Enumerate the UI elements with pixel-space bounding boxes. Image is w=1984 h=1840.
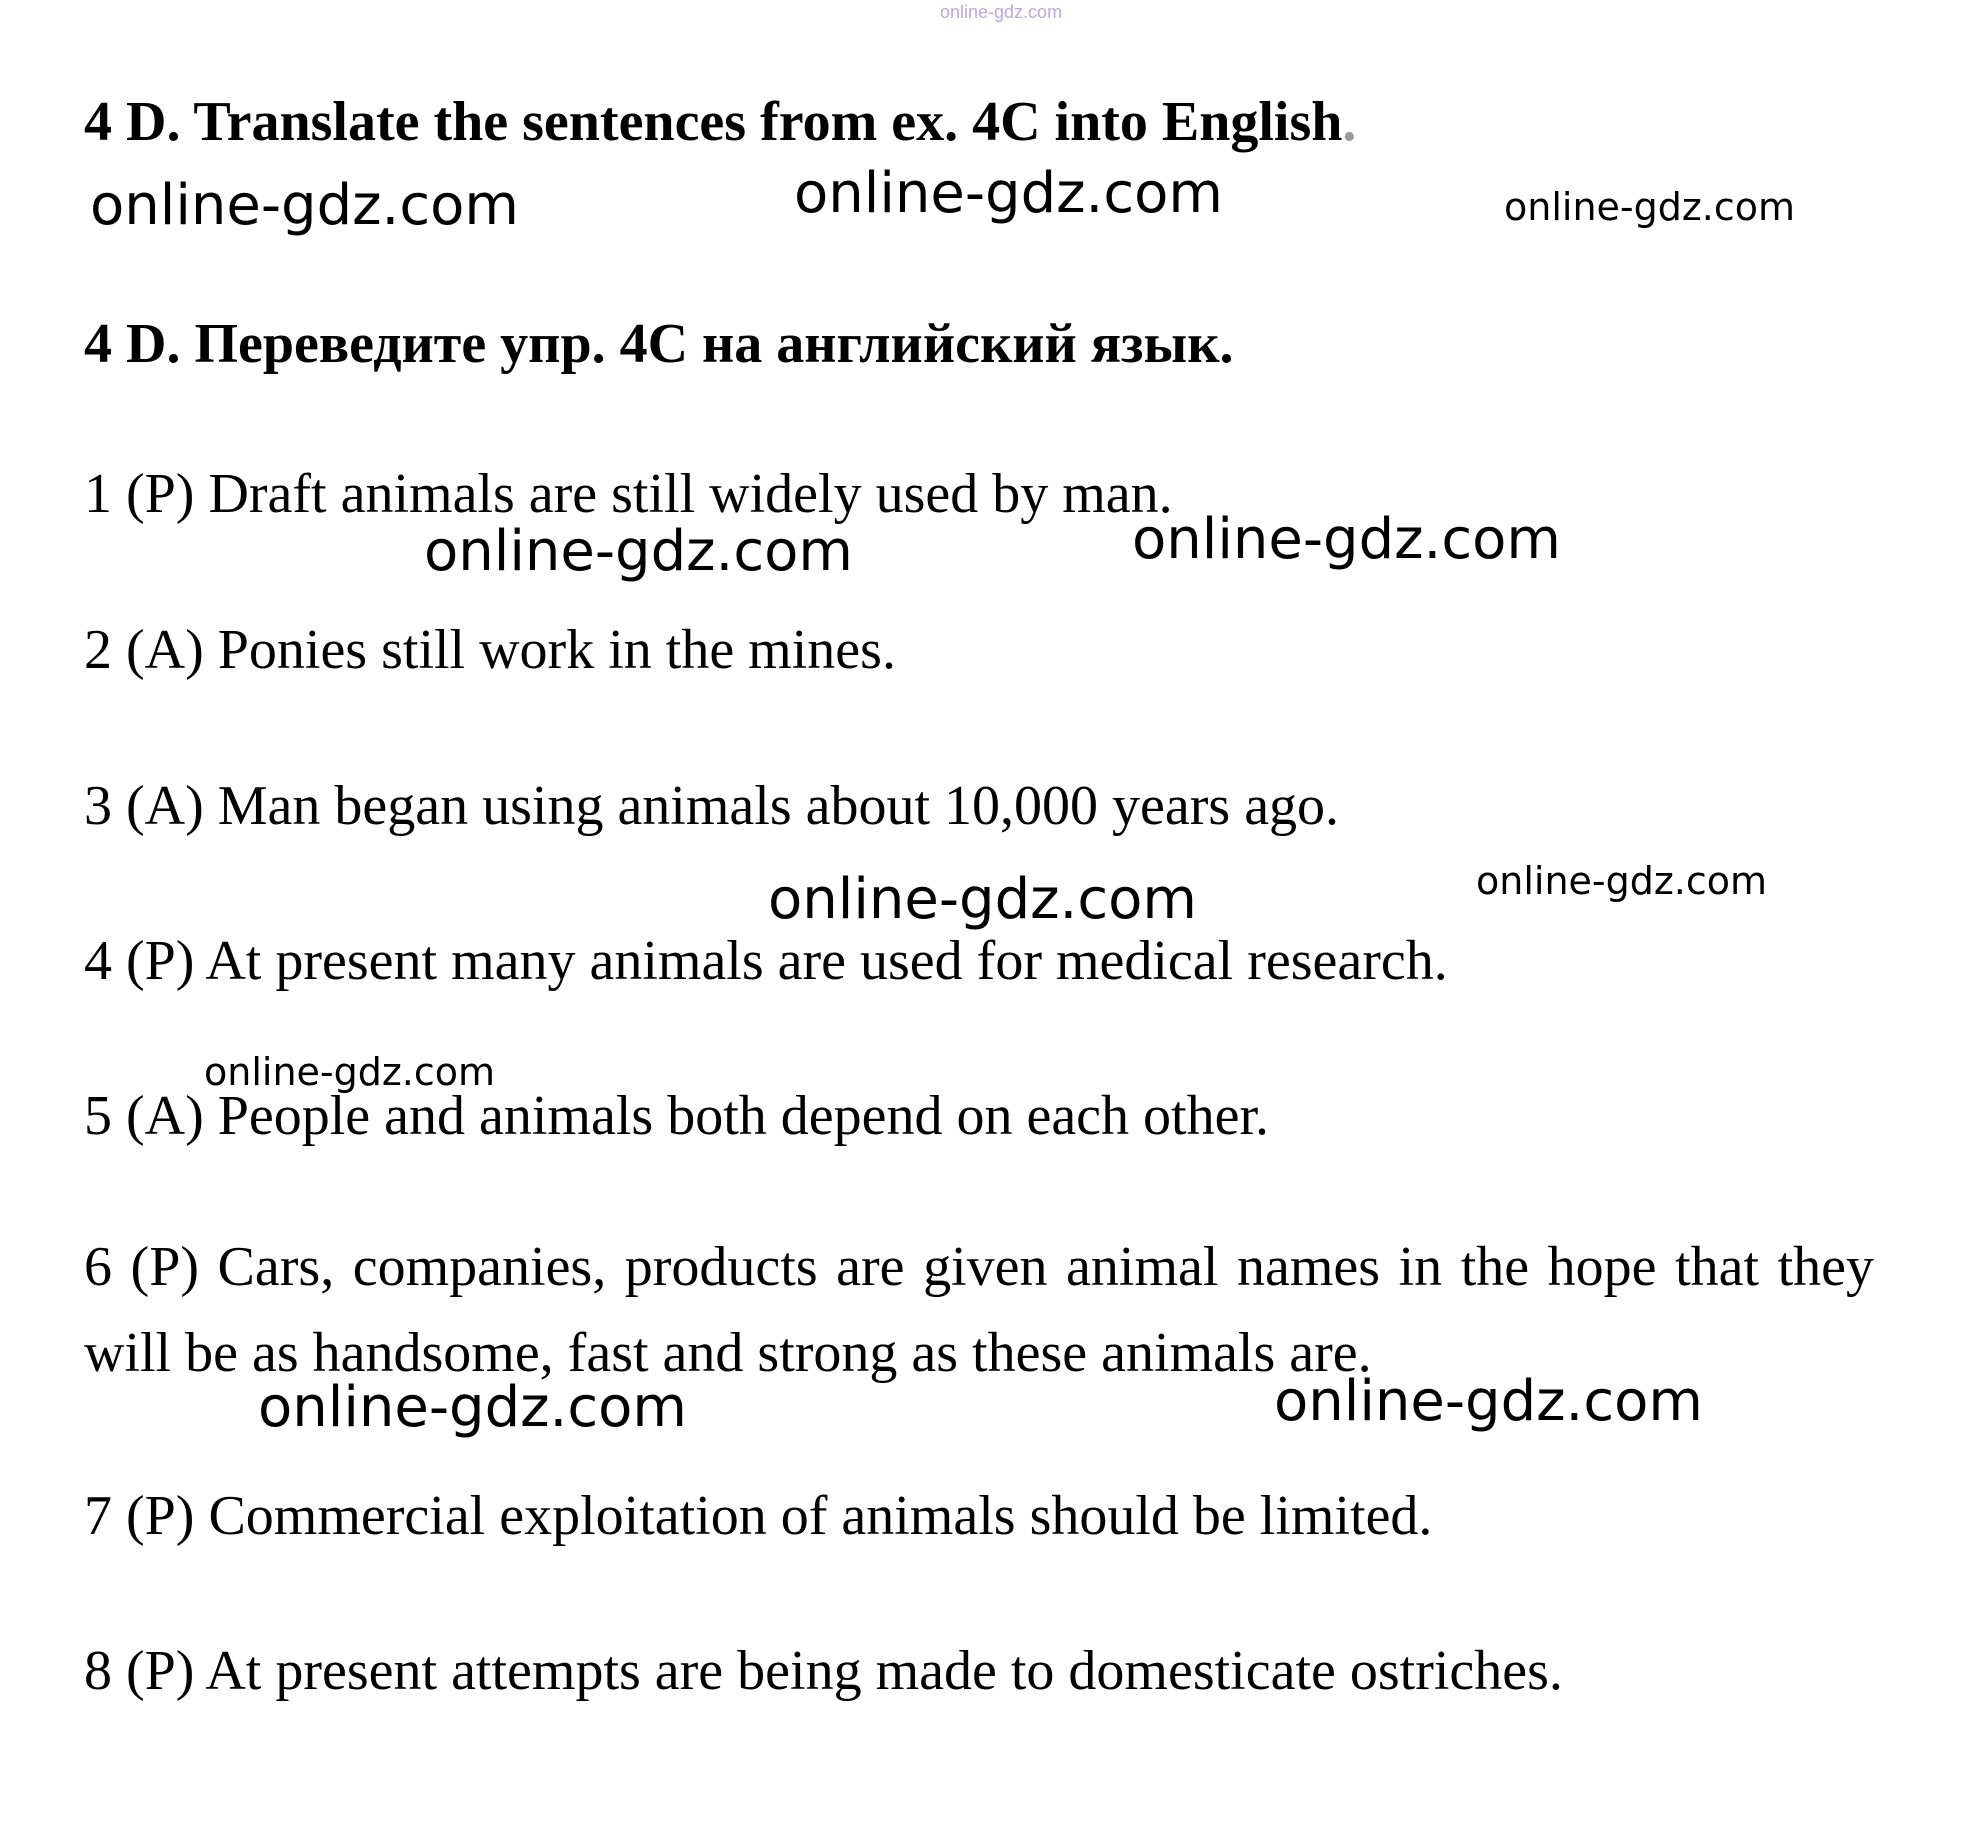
sentence-1: 1 (P) Draft animals are still widely used by man. bbox=[84, 463, 1173, 525]
exercise-title-russian: 4 D. Переведите упр. 4С на английский язык. bbox=[84, 313, 1234, 375]
sentence-2: 2 (A) Ponies still work in the mines. bbox=[84, 619, 896, 681]
watermark: online-gdz.com bbox=[1274, 1369, 1703, 1434]
watermark: online-gdz.com bbox=[1476, 859, 1768, 903]
exercise-title-english-text: 4 D. Translate the sentences from ex. 4C into English bbox=[84, 91, 1343, 153]
exercise-title-english-end: . bbox=[1342, 91, 1357, 153]
sentence-8: 8 (P) At present attempts are being made to domesticate ostriches. bbox=[84, 1640, 1563, 1702]
sentence-5: 5 (A) People and animals both depend on each other. bbox=[84, 1085, 1269, 1147]
watermark: online-gdz.com bbox=[90, 173, 519, 238]
sentence-4: 4 (P) At present many animals are used for medical research. bbox=[84, 930, 1448, 992]
watermark: online-gdz.com bbox=[204, 1050, 496, 1094]
sentence-7: 7 (P) Commercial exploitation of animals should be limited. bbox=[84, 1485, 1433, 1547]
sentence-6: 6 (P) Cars, companies, products are given animal names in the hope that they will be as handsome, fast and strong as these animals are. bbox=[84, 1236, 1874, 1384]
watermark: online-gdz.com bbox=[424, 519, 853, 584]
watermark: online-gdz.com bbox=[258, 1375, 687, 1440]
sentence-3: 3 (A) Man began using animals about 10,000 years ago. bbox=[84, 775, 1340, 837]
watermark: online-gdz.com bbox=[768, 867, 1197, 932]
exercise-title-english bbox=[84, 91, 1357, 153]
watermark: online-gdz.com bbox=[1132, 507, 1561, 572]
watermark: online-gdz.com bbox=[794, 161, 1223, 226]
site-mark: online-gdz.com bbox=[940, 2, 1063, 22]
watermark: online-gdz.com bbox=[1504, 185, 1796, 229]
